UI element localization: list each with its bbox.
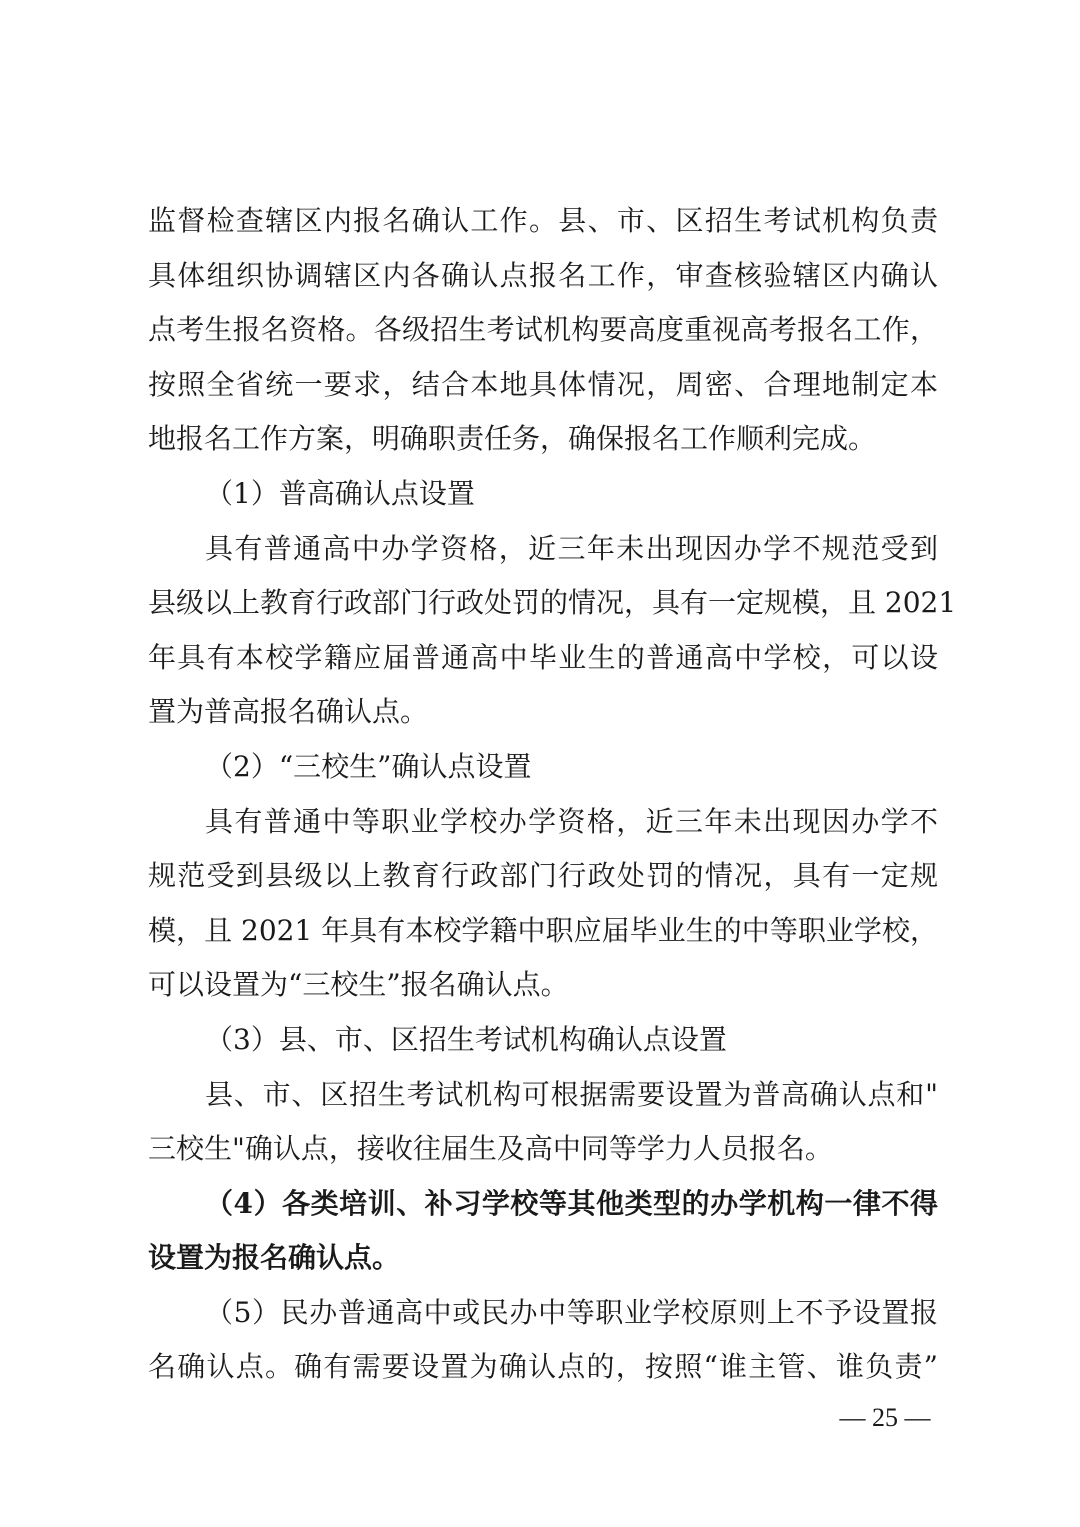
text-line: 县级以上教育行政部门行政处罚的情况，具有一定规模，且 2021: [148, 586, 957, 620]
page-number: — 25 —: [839, 1403, 931, 1432]
section-heading-3: （3）县、市、区招生考试机构确认点设置: [205, 1022, 727, 1056]
text-line: 模，且 2021 年具有本校学籍中职应届毕业生的中等职业学校，: [148, 913, 938, 947]
text-line: 按照全省统一要求，结合本地具体情况，周密、合理地制定本: [148, 367, 938, 401]
text-line: 规范受到县级以上教育行政部门行政处罚的情况，具有一定规: [148, 859, 938, 893]
text-line: 置为普高报名确认点。: [148, 695, 429, 729]
text-line: 年具有本校学籍应届普通高中毕业生的普通高中学校，可以设: [148, 640, 938, 674]
body-text: [148, 194, 957, 1395]
text-line: 三校生"确认点，接收往届生及高中同等学力人员报名。: [148, 1132, 833, 1166]
bold-item-4-continued: 设置为报名确认点。: [148, 1241, 401, 1275]
text-line: 具体组织协调辖区内各确认点报名工作，审查核验辖区内确认: [148, 258, 938, 292]
text-line: 地报名工作方案，明确职责任务，确保报名工作顺利完成。: [148, 422, 877, 456]
text-line: 监督检查辖区内报名确认工作。县、市、区招生考试机构负责: [148, 204, 938, 237]
section-heading-2: （2）“三校生”确认点设置: [205, 749, 532, 783]
text-line: 可以设置为“三校生”报名确认点。: [148, 968, 569, 1002]
item-5: （5）民办普通高中或民办中等职业学校原则上不予设置报: [205, 1295, 938, 1329]
text-line: 点考生报名资格。各级招生考试机构要高度重视高考报名工作，: [148, 313, 938, 347]
text-line: 县、市、区招生考试机构可根据需要设置为普高确认点和": [205, 1077, 938, 1111]
text-line: 具有普通中等职业学校办学资格，近三年未出现因办学不: [205, 804, 938, 838]
text-line: 名确认点。确有需要设置为确认点的，按照“谁主管、谁负责”: [148, 1350, 938, 1384]
bold-item-4: （4）各类培训、补习学校等其他类型的办学机构一律不得: [205, 1186, 938, 1220]
text-line: 具有普通高中办学资格，近三年未出现因办学不规范受到: [205, 531, 938, 565]
section-heading-1: （1）普高确认点设置: [205, 476, 475, 510]
